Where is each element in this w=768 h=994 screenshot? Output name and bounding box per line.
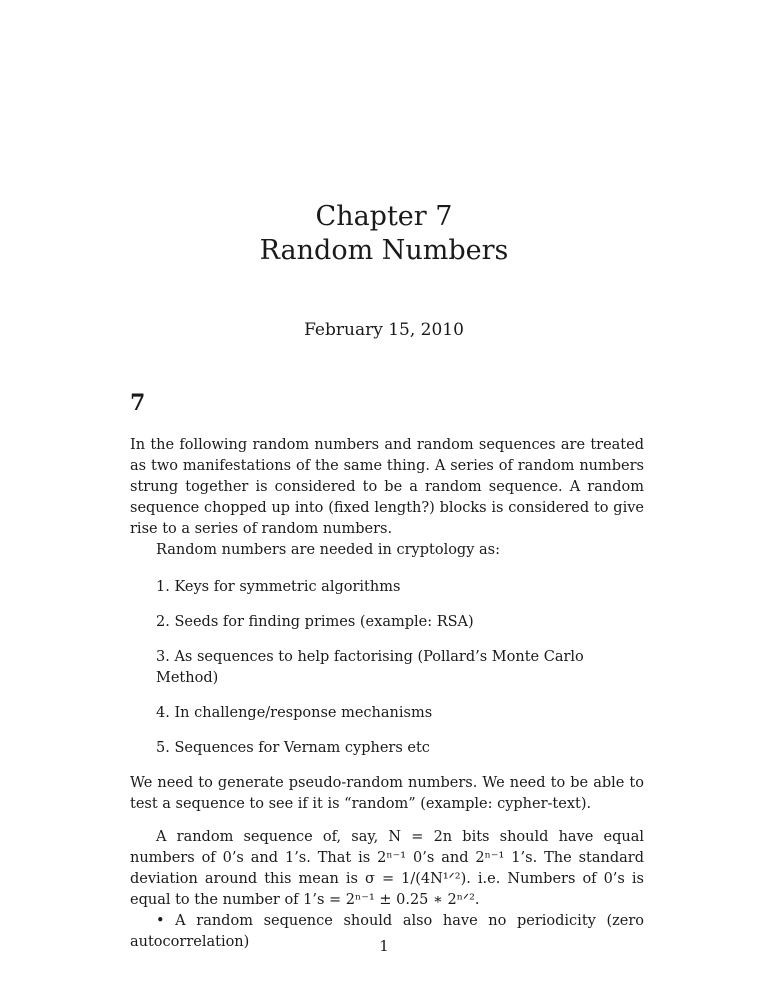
list-item: 5. Sequences for Vernam cyphers etc	[156, 740, 430, 756]
body-text	[130, 435, 644, 953]
uses-list	[130, 577, 644, 759]
equal-counts-paragraph: A random sequence of, say, N = 2n bits should have equal numbers of 0’s and 1’s. That is 2ⁿ⁻¹ 0’s and 2ⁿ⁻¹ 1’s. The standard deviation around this mean is σ = 1/(4N¹ᐟ²). i.e. Numbers of 0’s is equal to the number of 1’s = 2ⁿ⁻¹ ± 0.25 ∗ 2ⁿᐟ².	[130, 829, 644, 908]
list-item: 2. Seeds for finding primes (example: RSA)	[156, 614, 474, 630]
pseudo-random-paragraph: We need to generate pseudo-random numbers. We need to be able to test a sequence to see if it is “random” (example: cypher-text).	[130, 775, 644, 812]
section-heading: 7	[130, 390, 146, 416]
chapter-name-line: Random Numbers	[259, 235, 509, 266]
chapter-title	[0, 200, 768, 268]
uses-intro-paragraph: Random numbers are needed in cryptology as:	[156, 542, 500, 558]
chapter-number-line: Chapter 7	[315, 201, 453, 232]
intro-paragraph: In the following random numbers and random sequences are treated as two manifestations of the same thing. A series of random numbers strung together is considered to be a random sequence. A random sequence chopped up into (fixed length?) blocks is considered to give rise to a series of random numbers.	[130, 437, 644, 537]
list-item: 4. In challenge/response mechanisms	[156, 705, 433, 721]
chapter-date: February 15, 2010	[304, 320, 464, 340]
page-number: 1	[379, 937, 389, 955]
periodicity-paragraph: • A random sequence should also have no periodicity (zero autocorrelation)	[130, 913, 644, 950]
list-item: 3. As sequences to help factorising (Pollard’s Monte Carlo Method)	[156, 649, 584, 686]
list-item: 1. Keys for symmetric algorithms	[156, 579, 401, 595]
